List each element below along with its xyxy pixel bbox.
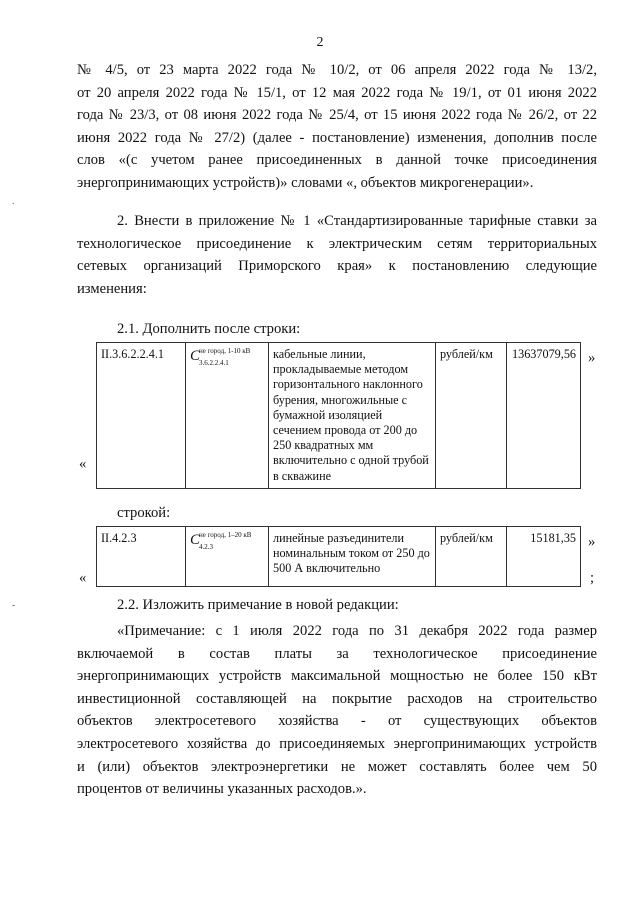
text-line: технологическое присоединение к электрическим сетям территориальных bbox=[77, 235, 597, 252]
text-line: от 20 апреля 2022 года № 15/1, от 12 мая 2022 года № 19/1, от 01 июня 2022 bbox=[77, 84, 597, 101]
text-line: инвестиционной составляющей на покрытие расходов на строительство bbox=[77, 690, 597, 707]
scan-mark: - bbox=[12, 600, 16, 611]
text-line: процентов от величины указанных расходов.». bbox=[77, 781, 367, 798]
symbol-subscript: 3.6.2.2.4.1 bbox=[199, 359, 229, 367]
text-line: энергопринимающих устройств)» словами «, объектов микрогенерации». bbox=[77, 174, 534, 191]
description-cell: линейные разъединители номинальным током от 250 до 500 А включительно bbox=[269, 527, 436, 587]
note-paragraph bbox=[77, 620, 597, 801]
table-row bbox=[97, 343, 581, 489]
open-quote: « bbox=[79, 456, 87, 472]
value-cell: 15181,35 bbox=[507, 527, 581, 587]
paragraph-2 bbox=[77, 210, 597, 300]
rate-symbol bbox=[190, 347, 264, 373]
text-line: включаемой в состав платы за технологическое присоединение bbox=[77, 645, 597, 662]
scan-mark: . bbox=[12, 196, 15, 207]
text-line: 2. Внести в приложение № 1 «Стандартизированные тарифные ставки за bbox=[117, 213, 597, 229]
text-line: энергопринимающих устройств максимальной мощностью не более 150 кВт bbox=[77, 668, 597, 685]
subheading-2-2: 2.2. Изложить примечание в новой редакции: bbox=[117, 597, 399, 613]
symbol-superscript: не город, 1-10 кВ bbox=[199, 347, 251, 355]
text-line: июня 2022 года № 27/2) (далее - постановление) изменения, дополнив после bbox=[77, 129, 597, 146]
symbol-letter: C bbox=[190, 348, 201, 364]
symbol-subscript: 4.2.3 bbox=[199, 543, 213, 551]
symbol-cell bbox=[186, 527, 269, 587]
code-cell: II.3.6.2.2.4.1 bbox=[97, 343, 186, 489]
text-line: электросетевого хозяйства до присоединяемых энергопринимающих устройств bbox=[77, 735, 597, 752]
text-line: года № 23/3, от 08 июня 2022 года № 25/4, от 15 июня 2022 года № 26/2, от 22 bbox=[77, 107, 597, 124]
open-quote: « bbox=[79, 570, 87, 586]
subheading-2-1: 2.1. Дополнить после строки: bbox=[117, 321, 301, 337]
paragraph-continuation bbox=[77, 59, 597, 195]
stroka-label: строкой: bbox=[117, 505, 171, 521]
symbol-letter: C bbox=[190, 532, 201, 548]
symbol-cell bbox=[186, 343, 269, 489]
unit-cell: рублей/км bbox=[436, 527, 507, 587]
rate-symbol bbox=[190, 531, 264, 557]
close-quote: » bbox=[588, 350, 596, 366]
text-line: слов «(с учетом ранее присоединенных в данной точке присоединения bbox=[77, 152, 597, 169]
semicolon: ; bbox=[590, 570, 595, 586]
text-line: и (или) объектов электроэнергетики не может составлять более чем 50 bbox=[77, 758, 597, 775]
tariff-table-old-row bbox=[96, 342, 581, 489]
text-line: объектов электросетевого хозяйства - от существующих объектов bbox=[77, 713, 597, 730]
page-number: 2 bbox=[316, 35, 324, 50]
text-line: изменения: bbox=[77, 280, 147, 297]
value-cell: 13637079,56 bbox=[507, 343, 581, 489]
text-line: сетевых организаций Приморского края» к постановлению следующие bbox=[77, 258, 597, 275]
tariff-table-new-row bbox=[96, 526, 581, 587]
text-line: «Примечание: с 1 июля 2022 года по 31 декабря 2022 года размер bbox=[117, 623, 597, 639]
text-line: № 4/5, от 23 марта 2022 года № 10/2, от 06 апреля 2022 года № 13/2, bbox=[77, 62, 597, 78]
symbol-superscript: не город, 1–20 кВ bbox=[199, 531, 252, 539]
code-cell: II.4.2.3 bbox=[97, 527, 186, 587]
close-quote: » bbox=[588, 534, 596, 550]
description-cell: кабельные линии, прокладываемые методом горизонтального наклонного бурения, многожильные с бумажной изоляцией сечением провода от 200 до 250 квадратных мм включительно с одной трубой в скважине bbox=[269, 343, 436, 489]
table-row bbox=[97, 527, 581, 587]
unit-cell: рублей/км bbox=[436, 343, 507, 489]
